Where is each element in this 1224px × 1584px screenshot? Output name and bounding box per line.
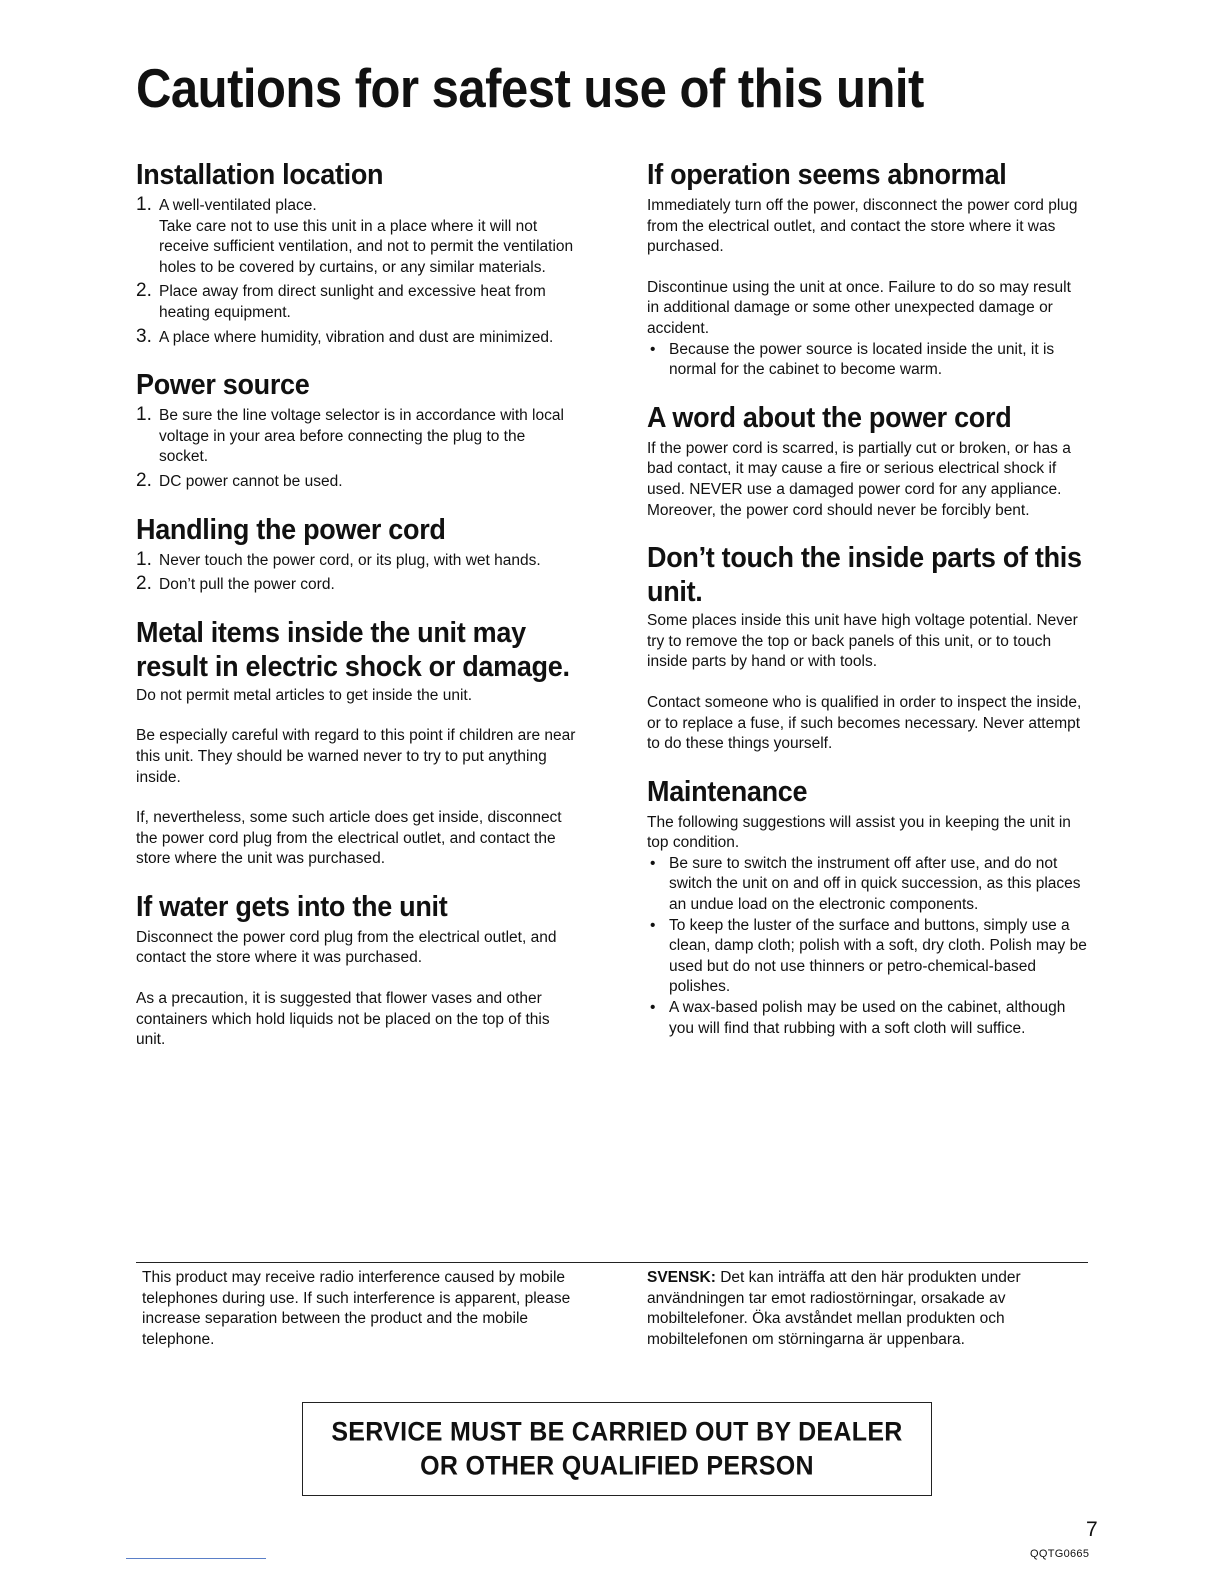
- item-number: 2.: [136, 573, 152, 595]
- list-item: [136, 325, 576, 349]
- section-water: [136, 890, 576, 1051]
- item-number: 1.: [136, 194, 152, 215]
- item-text: A place where humidity, vibration and dust are minimized.: [159, 328, 554, 346]
- list-item: [136, 575, 576, 596]
- notice-divider: [136, 1262, 1088, 1263]
- section-handling-power-cord: [136, 513, 576, 596]
- section-heading: Power source: [136, 369, 310, 401]
- document-code: QQTG0665: [1030, 1548, 1090, 1560]
- section-heading: Don’t touch the inside parts of this unit.: [647, 542, 1082, 608]
- list-item: [136, 282, 576, 323]
- section-power-source: [136, 368, 576, 492]
- item-text: Don’t pull the power cord.: [159, 576, 335, 594]
- service-line-1: SERVICE MUST BE CARRIED OUT BY DEALER: [331, 1416, 903, 1448]
- section-metal-items: [136, 616, 576, 870]
- list-item: [136, 196, 576, 278]
- page-number: 7: [1086, 1518, 1098, 1541]
- paragraph: Discontinue using the unit at once. Failure to do so may result in additional damage or some other unexpected damage or accident.: [647, 278, 1071, 337]
- right-column: [647, 158, 1087, 1059]
- notice-english: This product may receive radio interference caused by mobile telephones during use. If such interference is apparent, please increase separation between the product and the mobile telephone.: [142, 1269, 571, 1348]
- list-item: [136, 469, 576, 493]
- service-line-2: OR OTHER QUALIFIED PERSON: [420, 1450, 814, 1482]
- item-number: 3.: [136, 325, 152, 347]
- item-number: 2.: [136, 469, 152, 491]
- paragraph: If, nevertheless, some such article does get inside, disconnect the power cord plug from the electrical outlet, and contact the store where the unit was purchased.: [136, 809, 562, 868]
- maintenance-bullets: [647, 854, 1087, 1039]
- svensk-label: SVENSK:: [647, 1269, 716, 1286]
- svensk-text: Det kan inträffa att den här produkten under användningen tar emot radiostörningar, orsakade av mobiltelefoner. Öka avståndet mellan produkten och mobiltelefonen om störningarna är uppenbara.: [647, 1269, 1021, 1348]
- section-heading: Metal items inside the unit may result in electric shock or damage.: [136, 616, 570, 682]
- paragraph: Do not permit metal articles to get inside the unit.: [136, 686, 472, 704]
- section-abnormal-operation: [647, 158, 1087, 381]
- section-heading: If operation seems abnormal: [647, 159, 1007, 191]
- paragraph: Contact someone who is qualified in order to inspect the inside, or to replace a fuse, if such becomes necessary. Never attempt to do these things yourself.: [647, 693, 1082, 753]
- paragraph: Be especially careful with regard to this point if children are near this unit. They should be warned never to try to put anything inside.: [136, 727, 576, 786]
- list-item: [136, 548, 576, 572]
- power-source-list: [136, 406, 576, 492]
- page-title: Cautions for safest use of this unit: [136, 58, 924, 120]
- service-notice-box: [302, 1402, 932, 1496]
- section-heading: Installation location: [136, 159, 384, 191]
- section-heading: A word about the power cord: [647, 401, 1012, 434]
- list-item: [136, 406, 576, 468]
- bullet-item: • Be sure to switch the instrument off after use, and do not switch the unit on and off in quick succession, as this places an undue load on the electronic components.: [647, 854, 1087, 916]
- paragraph: Disconnect the power cord plug from the electrical outlet, and contact the store where it was purchased.: [136, 928, 557, 967]
- paragraph: The following suggestions will assist you in keeping the unit in top condition.: [647, 813, 1071, 852]
- bullet-item: • To keep the luster of the surface and buttons, simply use a clean, damp cloth; polish with a soft, dry cloth. Polish may be used but do not use thinners or petro-chemical-based polishes.: [647, 916, 1087, 998]
- item-number: 1.: [136, 548, 152, 570]
- item-number: 2.: [136, 280, 152, 302]
- left-column: [136, 158, 576, 1071]
- footnote-rule: [126, 1558, 266, 1559]
- bullet-item: • A wax-based polish may be used on the cabinet, although you will find that rubbing with a soft cloth will suffice.: [647, 998, 1087, 1039]
- item-text: A well-ventilated place.: [159, 197, 317, 214]
- section-maintenance: [647, 775, 1087, 1040]
- item-text: Never touch the power cord, or its plug, with wet hands.: [159, 551, 541, 569]
- section-heading: Maintenance: [647, 775, 808, 808]
- paragraph: Some places inside this unit have high voltage potential. Never try to remove the top or back panels of this unit, or to touch inside parts by hand or with tools.: [647, 612, 1078, 671]
- section-word-about-cord: [647, 401, 1087, 521]
- item-text: Place away from direct sunlight and excessive heat from heating equipment.: [159, 283, 546, 321]
- section-installation-location: [136, 158, 576, 348]
- item-text: DC power cannot be used.: [159, 472, 343, 490]
- item-number: 1.: [136, 404, 152, 426]
- paragraph: As a precaution, it is suggested that flower vases and other containers which hold liquids not be placed on the top of this unit.: [136, 990, 550, 1049]
- section-heading: If water gets into the unit: [136, 890, 448, 923]
- section-inside-parts: [647, 541, 1087, 755]
- notice-svensk: [647, 1268, 1067, 1350]
- installation-list: [136, 196, 576, 348]
- handling-cord-list: [136, 548, 576, 596]
- paragraph: If the power cord is scarred, is partially cut or broken, or has a bad contact, it may cause a fire or serious electrical shock if used. NEVER use a damaged power cord for any appliance. Moreover, the power cord should never be forcibly bent.: [647, 439, 1071, 519]
- item-extra: Take care not to use this unit in a place where it will not receive sufficient ventilation, and not to permit the ventilation holes to be covered by curtains, or any similar materials.: [159, 217, 574, 276]
- bullet-item: • Because the power source is located inside the unit, it is normal for the cabinet to become warm.: [647, 340, 1087, 381]
- item-text: Be sure the line voltage selector is in accordance with local voltage in your area before connecting the plug to the socket.: [159, 407, 564, 466]
- abnormal-bullets: [647, 340, 1087, 381]
- section-heading: Handling the power cord: [136, 513, 446, 546]
- paragraph: Immediately turn off the power, disconnect the power cord plug from the electrical outlet, and contact the store where it was purchased.: [647, 197, 1078, 256]
